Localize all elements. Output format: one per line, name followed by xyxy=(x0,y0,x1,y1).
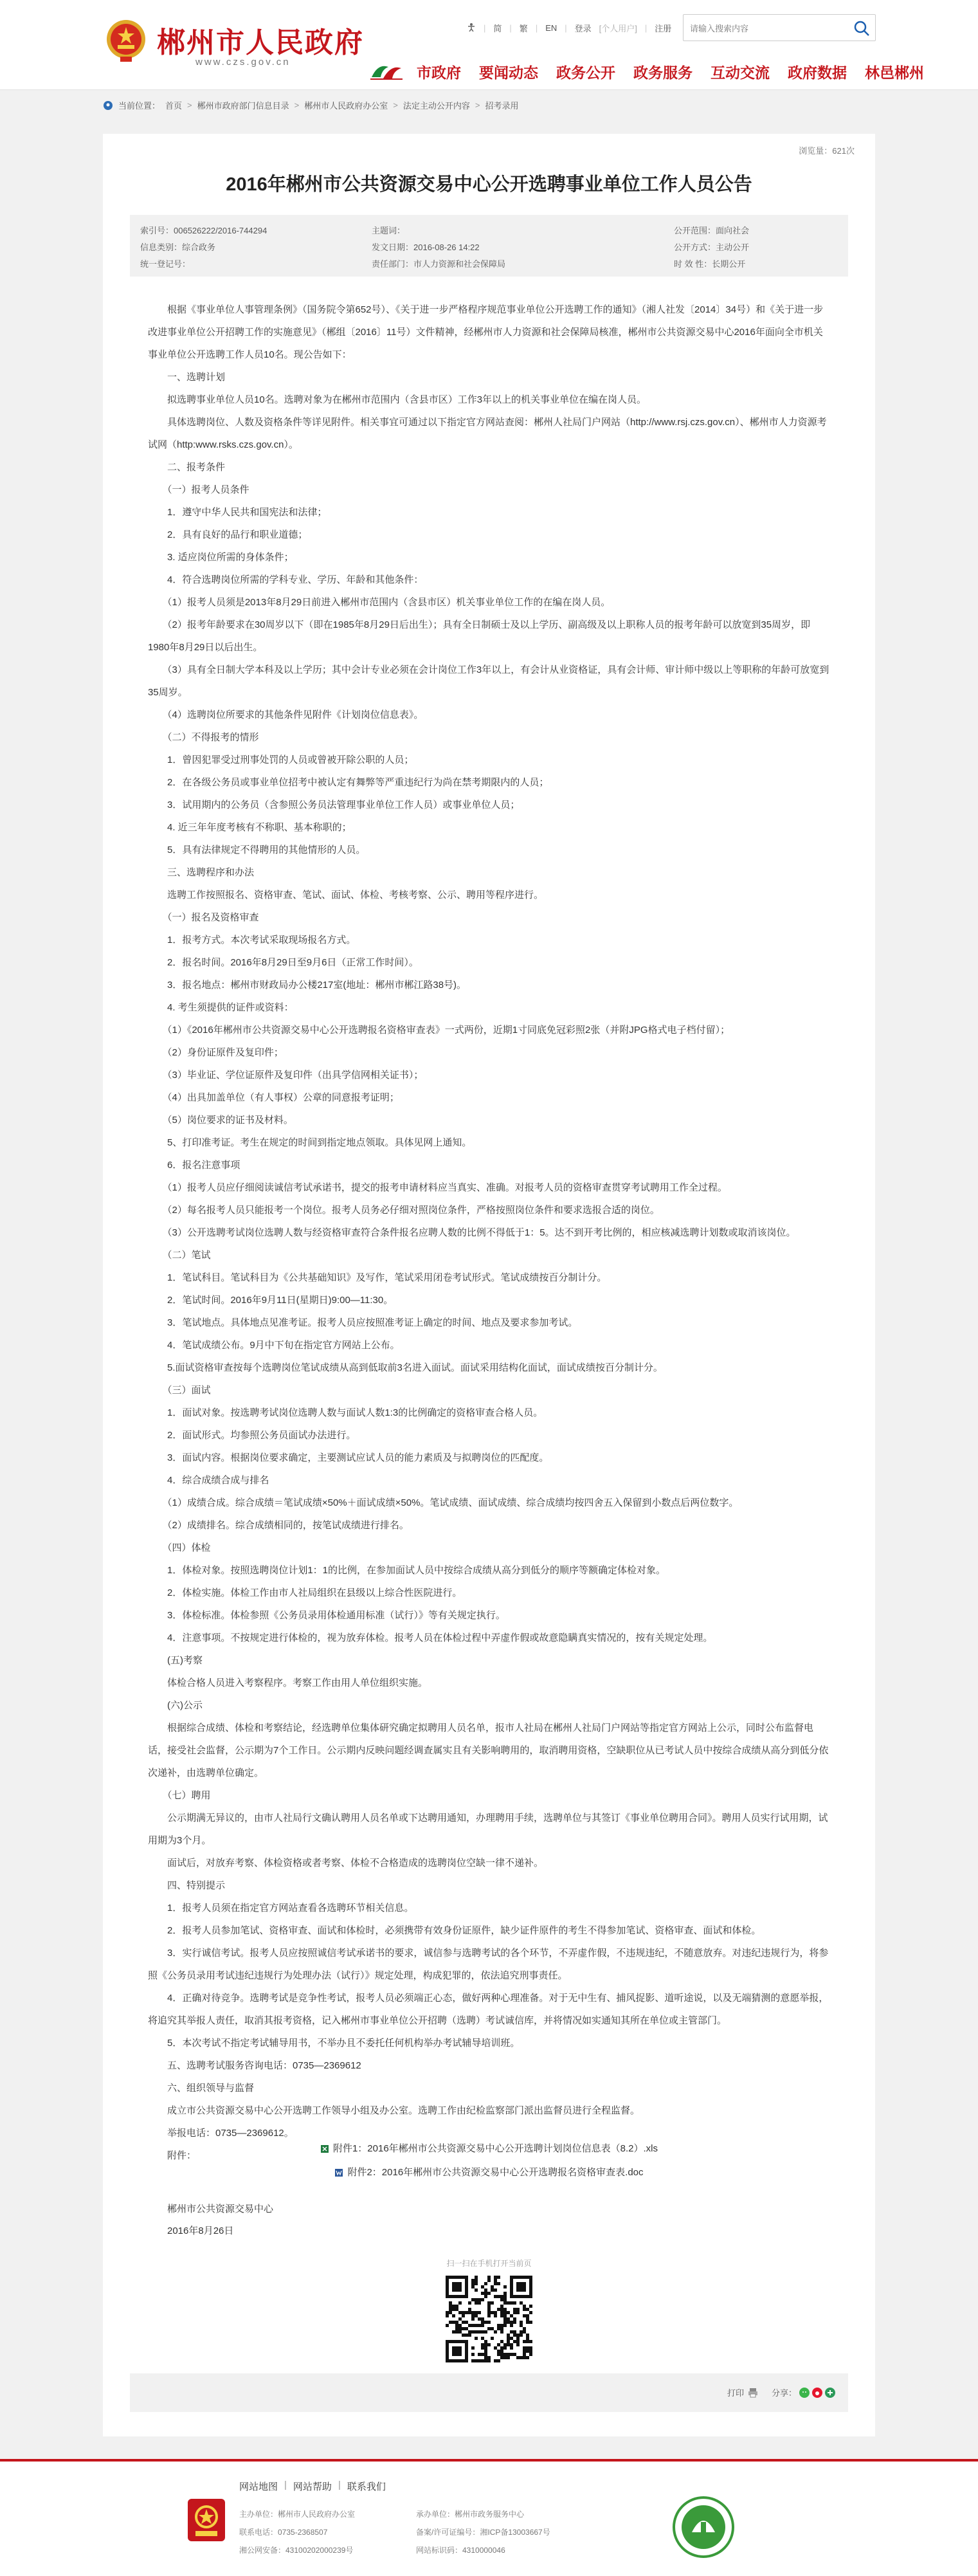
article-paragraph: 拟选聘事业单位人员10名。选聘对象为在郴州市范围内（含县市区）工作3年以上的机关事业单位在编在岗人员。 xyxy=(148,394,647,405)
article-paragraph: 4. 近三年年度考核有不称职、基本称职的； xyxy=(148,822,352,833)
article-paragraph: 根据综合成绩、体检和考察结论，经选聘单位集体研究确定拟聘用人员名单，报市人社局在郴州人社局门户网站等指定官方网站上公示，同时公布监督电话，接受社会监督，公示期为7个工作日。公示期内反映问题经调查属实且有关影响聘用的，取消聘用资格，空缺职位从已考试人员中按综合成绩从高分到低分依次递补，由选聘单位确定。 xyxy=(148,1722,829,1778)
article-paragraph: （1）《2016年郴州市公共资源交易中心公开选聘报名资格审查表》一式两份，近期1寸同底免冠彩照2张（并附JPG格式电子档付留）； xyxy=(148,1025,730,1036)
login-link[interactable]: 登录 xyxy=(574,24,592,33)
article-paragraph: 2．笔试时间。2016年9月11日(星期日)9:00—11:30。 xyxy=(148,1295,394,1306)
article-paragraph: 选聘工作按照报名、资格审查、笔试、面试、体检、考核考察、公示、聘用等程序进行。 xyxy=(148,890,544,900)
article-paragraph: （2）成绩排名。综合成绩相同的，按笔试成绩进行排名。 xyxy=(148,1520,409,1531)
national-emblem-icon[interactable] xyxy=(105,18,147,63)
party-emblem-icon[interactable] xyxy=(186,2498,226,2543)
meta-category: 信息类别：综合政务 xyxy=(140,242,216,252)
word-file-icon xyxy=(334,2168,343,2177)
main-nav xyxy=(417,61,924,82)
article-paragraph: 3．体检标准。体检参照《公务员录用体检通用标准（试行）》等有关规定执行。 xyxy=(148,1610,505,1621)
article-title: 2016年郴州市公共资源交易中心公开选聘事业单位工作人员公告 xyxy=(226,174,752,195)
article-paragraph: 六、组织领导与监督 xyxy=(148,2083,255,2094)
article-paragraph: （4）出具加盖单位（有人事权）公章的同意报考证明； xyxy=(148,1092,399,1103)
traditional-chinese-link[interactable]: 繁 xyxy=(519,24,528,33)
article-paragraph: (五)考察 xyxy=(148,1655,203,1666)
breadcrumb-item-directory[interactable]: 郴州市政府部门信息目录 xyxy=(197,101,289,111)
footer-icp[interactable]: 备案/许可证编号：湘ICP备13003667号 xyxy=(416,2528,550,2537)
article-paragraph: 4．笔试成绩公布。9月中下旬在指定官方网站上公布。 xyxy=(148,1340,400,1351)
article-paragraph: 3．实行诚信考试。报考人员应按照诚信考试承诺书的要求，诚信参与选聘考试的各个环节，不弄虚作假，不违规违纪，不随意放弃。对违纪违规行为，将参照《公务员录用考试违纪违规行为处理办法（试行）》规定处理，构成犯罪的，依法追究刑事责任。 xyxy=(148,1948,829,1981)
attachment-link[interactable] xyxy=(334,2162,643,2184)
article-paragraph: （四）体检 xyxy=(148,1542,211,1553)
article-paragraph: （三）面试 xyxy=(148,1385,211,1396)
breadcrumb-separator: > xyxy=(475,100,480,110)
site-footer xyxy=(0,2459,978,2576)
more-share-icon[interactable] xyxy=(825,2388,835,2398)
nav-item-linyi[interactable]: 林邑郴州 xyxy=(865,64,924,81)
article-paragraph: 3. 适应岗位所需的身体条件； xyxy=(148,552,294,563)
article-paragraph: （2）报考年龄要求在30周岁以下（即在1985年8月29日后出生）；具有全日制硕士及以上学历、副高级及以上职称人员的报考年龄可以放宽到35周岁，即1980年8月29日以后出生。 xyxy=(148,619,811,653)
meta-publish-date: 发文日期：2016-08-26 14:22 xyxy=(372,242,480,252)
article-paragraph: 成立市公共资源交易中心公开选聘工作领导小组及办公室。选聘工作由纪检监察部门派出监督员进行全程监督。 xyxy=(148,2105,640,2116)
article-paragraph: 1．报考人员须在指定官方网站查看各选聘环节相关信息。 xyxy=(148,1903,414,1914)
accessibility-icon[interactable] xyxy=(467,23,476,33)
article-paragraph: 面试后，对放弃考察、体检资格或者考察、体检不合格造成的选聘岗位空缺一律不递补。 xyxy=(148,1858,544,1868)
footer-link-help[interactable]: 网站帮助 xyxy=(293,2481,332,2492)
article-paragraph: （2）每名报考人员只能报考一个岗位。报考人员务必仔细对照岗位条件，严格按照岗位条件和要求选报合适的岗位。 xyxy=(148,1205,660,1216)
article-paragraph: （1）成绩合成。综合成绩＝笔试成绩×50%＋面试成绩×50%。笔试成绩、面试成绩、综合成绩均按四舍五入保留到小数点后两位数字。 xyxy=(148,1497,739,1508)
article-paragraph: 五、选聘考试服务咨询电话：0735—2369612 xyxy=(148,2060,361,2071)
article-paragraph: 体检合格人员进入考察程序。考察工作由用人单位组织实施。 xyxy=(148,1677,428,1688)
qr-code-icon xyxy=(446,2276,532,2362)
article-paragraph: 1．体检对象。按照选聘岗位计划1：1的比例，在参加面试人员中按综合成绩从高分到低分的顺序等额确定体检对象。 xyxy=(148,1565,666,1576)
article-paragraph: 附件： xyxy=(148,2150,197,2161)
breadcrumb-item-office[interactable]: 郴州市人民政府办公室 xyxy=(304,101,388,111)
qr-caption: 扫一扫在手机打开当前页 xyxy=(446,2259,532,2268)
article-paragraph: 5．具有法律规定不得聘用的其他情形的人员。 xyxy=(148,845,366,855)
article-paragraph: 1．遵守中华人民共和国宪法和法律； xyxy=(148,507,327,518)
footer-links xyxy=(239,2480,386,2493)
breadcrumb-item-home[interactable]: 首页 xyxy=(165,101,183,111)
divider: | xyxy=(509,23,512,33)
article-paragraph: （1）报考人员须是2013年8月29日前进入郴州市范围内（含县市区）机关事业单位工作的在编在岗人员。 xyxy=(148,597,611,608)
signature-org: 郴州市公共资源交易中心 xyxy=(148,2204,274,2215)
article-paragraph: 1．面试对象。按选聘考试岗位选聘人数与面试人数1:3的比例确定的资格审查合格人员。 xyxy=(148,1407,543,1418)
search-icon[interactable] xyxy=(852,19,871,38)
article-paragraph: （3）毕业证、学位证原件及复印件（出具学信网相关证书）； xyxy=(148,1070,424,1081)
attachment-label: 附件1：2016年郴州市公共资源交易中心公开选聘计划岗位信息表（8.2）.xls xyxy=(332,2143,658,2154)
share-bar xyxy=(130,2373,848,2412)
nav-decoration-icon xyxy=(369,60,404,81)
breadcrumb-label: 当前位置： xyxy=(118,101,161,111)
article-paragraph: 5.面试资格审查按每个选聘岗位笔试成绩从高到低取前3名进入面试。面试采用结构化面试，面试成绩按百分制计分。 xyxy=(148,1362,663,1373)
article-panel xyxy=(103,134,875,2436)
footer-sponsor: 主办单位：郴州市人民政府办公室 xyxy=(239,2510,356,2519)
breadcrumb xyxy=(103,99,518,111)
print-label: 打印 xyxy=(727,2388,744,2398)
article-paragraph: 2．体检实施。体检工作由市人社局组织在县级以上综合性医院进行。 xyxy=(148,1587,462,1598)
footer-police[interactable]: 湘公网安备：43100202000239号 xyxy=(239,2546,354,2555)
attachment-link[interactable] xyxy=(320,2138,658,2160)
article-paragraph: 4．注意事项。不按规定进行体检的，视为放弃体检。报考人员在体检过程中弄虚作假或故意隐瞒真实情况的，按有关规定处理。 xyxy=(148,1632,713,1643)
footer-site-id: 网站标识码：4310000046 xyxy=(416,2546,505,2555)
nav-item-data[interactable]: 政府数据 xyxy=(788,64,847,81)
register-link[interactable]: 注册 xyxy=(655,24,672,33)
article-paragraph: 2．报考人员参加笔试、资格审查、面试和体检时，必须携带有效身份证原件，缺少证件原件的考生不得参加笔试、资格审查、面试和体检。 xyxy=(148,1925,761,1936)
top-links xyxy=(467,22,671,34)
article-paragraph: 3．试用期内的公务员（含参照公务员法管理事业单位工作人员）或事业单位人员； xyxy=(148,799,520,810)
article-paragraph: 3．报名地点：郴州市财政局办公楼217室(地址：郴州市郴江路38号)。 xyxy=(148,980,467,991)
article-paragraph: 公示期满无异议的，由市人社局行文确认聘用人员名单或下达聘用通知，办理聘用手续，选聘单位与其签订《事业单位聘用合同》。聘用人员实行试用期，试用期为3个月。 xyxy=(148,1813,828,1846)
article-paragraph: （5）岗位要求的证书及材料。 xyxy=(148,1115,293,1126)
user-type-label[interactable]: [个人用户] xyxy=(599,24,637,33)
divider: | xyxy=(644,23,647,33)
article-meta xyxy=(130,215,848,277)
article-paragraph: 1．报考方式。本次考试采取现场报名方式。 xyxy=(148,935,356,945)
excel-file-icon xyxy=(320,2144,329,2153)
breadcrumb-item-recruitment[interactable]: 招考录用 xyxy=(485,101,519,111)
article-body xyxy=(148,298,831,2167)
article-paragraph: （3）公开选聘考试岗位选聘人数与经资格审查符合条件报名应聘人数的比例不得低于1：5。达不到开考比例的，相应核减选聘计划数或取消该岗位。 xyxy=(148,1227,796,1238)
printer-icon xyxy=(748,2388,758,2398)
divider: | xyxy=(565,23,567,33)
article-paragraph: 三、选聘程序和办法 xyxy=(148,867,255,878)
article-paragraph: 5、打印准考证。考生在规定的时间到指定地点领取。具体见网上通知。 xyxy=(148,1137,472,1148)
article-paragraph: 具体选聘岗位、人数及资格条件等详见附件。相关事宜可通过以下指定官方网站查阅：郴州人社局门户网站（http://www.rsj.czs.gov.cn）、郴州市人力资源考试网（http:www.rsks.czs.gov.cn）。 xyxy=(148,417,827,450)
divider: | xyxy=(484,23,486,33)
wechat-icon[interactable] xyxy=(799,2388,810,2398)
article-paragraph: （七）聘用 xyxy=(148,1790,211,1801)
signature-date: 2016年8月26日 xyxy=(148,2225,234,2236)
english-link[interactable]: EN xyxy=(545,23,557,33)
meta-uid: 统一登记号： xyxy=(140,259,191,269)
search-input[interactable] xyxy=(690,22,844,35)
weibo-icon[interactable] xyxy=(812,2388,822,2398)
divider: | xyxy=(535,23,538,33)
article-paragraph: 4．正确对待竞争。选聘考试是竞争性考试，报考人员必须端正心态，做好两种心理准备。对于无中生有、捕风捉影、道听途说，以及无端猜测的意愿举报，将追究其举报人责任，取消其报考资格，记入郴州市事业单位公开招聘（选聘）考试诚信库，并将情况如实通知其所在单位或主管部门。 xyxy=(148,1993,829,2026)
article-paragraph: （一）报名及资格审查 xyxy=(148,912,259,923)
view-count: 浏览量：621次 xyxy=(799,146,855,156)
article-paragraph: 2．面试形式。均参照公务员面试办法进行。 xyxy=(148,1430,356,1441)
footer-phone: 联系电话：0735-2368507 xyxy=(239,2528,328,2537)
article-paragraph: 5．本次考试不指定考试辅导用书，不举办且不委托任何机构举办考试辅导培训班。 xyxy=(148,2038,520,2049)
breadcrumb-separator: > xyxy=(187,100,192,110)
article-paragraph: （1）报考人员应仔细阅读诚信考试承诺书，提交的报考申请材料应当真实、准确。对报考人员的资格审查贯穿考试聘用工作全过程。 xyxy=(148,1182,727,1193)
article-paragraph: 根据《事业单位人事管理条例》（国务院令第652号）、《关于进一步严格程序规范事业单位公开选聘工作的通知》（湘人社发〔2014〕34号）和《关于进一步改进事业单位公开招聘工作的实施意见》（郴组〔2016〕11号）文件精神，经郴州市人力资源和社会保障局核准，郴州市公共资源交易中心2016年面向全市机关事业单位公开选聘工作人员10名。现公告如下： xyxy=(148,304,824,360)
nav-item-government[interactable]: 市政府 xyxy=(417,64,461,81)
article-paragraph: （3）具有全日制大学本科及以上学历；其中会计专业必须在会计岗位工作3年以上，有会计从业资格证，具有会计师、审计师中级以上等职称的年龄可放宽到35周岁。 xyxy=(148,664,829,698)
article-paragraph: 4．综合成绩合成与排名 xyxy=(148,1475,269,1486)
article-paragraph: 4. 考生须提供的证件或资料： xyxy=(148,1002,294,1013)
footer-link-sitemap[interactable]: 网站地图 xyxy=(239,2481,278,2492)
article-paragraph: 4．符合选聘岗位所需的学科专业、学历、年龄和其他条件： xyxy=(148,574,424,585)
footer-link-contact[interactable]: 联系我们 xyxy=(347,2481,386,2492)
nav-item-news[interactable]: 要闻动态 xyxy=(479,64,538,81)
print-button[interactable] xyxy=(727,2386,758,2398)
nav-item-interaction[interactable]: 互动交流 xyxy=(711,64,770,81)
article-paragraph: 四、特别提示 xyxy=(148,1880,226,1891)
share-group xyxy=(772,2386,835,2398)
article-paragraph: （4）选聘岗位所要求的其他条件见附件《计划岗位信息表》。 xyxy=(148,709,424,720)
breadcrumb-separator: > xyxy=(294,100,300,110)
article-paragraph: 3．笔试地点。具体地点见准考证。报考人员应按照准考证上确定的时间、地点及要求参加考试。 xyxy=(148,1317,578,1328)
article-paragraph: (六)公示 xyxy=(148,1700,203,1711)
site-url: www.czs.gov.cn xyxy=(195,57,291,68)
article-paragraph: 举报电话：0735—2369612。 xyxy=(148,2128,294,2139)
article-paragraph: 2．具有良好的品行和职业道德； xyxy=(148,529,308,540)
site-title[interactable]: 郴州市人民政府 xyxy=(157,26,364,59)
article-paragraph: 3．面试内容。根据岗位要求确定，主要测试应试人员的能力素质及与拟聘岗位的匹配度。 xyxy=(148,1452,549,1463)
search-box xyxy=(683,14,876,41)
article-paragraph: 6．报名注意事项 xyxy=(148,1160,240,1171)
attachment-list xyxy=(103,2138,875,2186)
meta-publish-form: 公开方式：主动公开 xyxy=(674,242,750,252)
article-paragraph: （2）身份证原件及复印件； xyxy=(148,1047,284,1058)
article-paragraph: （二）笔试 xyxy=(148,1250,211,1261)
article-paragraph: 一、选聘计划 xyxy=(148,372,226,383)
article-paragraph: 2．在各级公务员或事业单位招考中被认定有舞弊等严重违纪行为尚在禁考期限内的人员； xyxy=(148,777,549,788)
article-paragraph: 2．报名时间。2016年8月29日至9月6日（正常工作时间）。 xyxy=(148,957,419,968)
government-site-badge-icon[interactable] xyxy=(673,2496,734,2558)
divider: | xyxy=(284,2480,287,2490)
share-label: 分享： xyxy=(771,2388,797,2398)
footer-organizer: 承办单位：郴州市政务服务中心 xyxy=(416,2510,525,2519)
meta-index-no: 索引号：006526222/2016-744294 xyxy=(140,226,267,235)
nav-item-services[interactable]: 政务服务 xyxy=(633,64,693,81)
meta-validity: 时 效 性：长期公开 xyxy=(674,259,746,269)
footer-info xyxy=(239,2505,550,2559)
breadcrumb-separator: > xyxy=(393,100,398,110)
article-paragraph: 二、报考条件 xyxy=(148,462,226,473)
divider: | xyxy=(338,2480,341,2490)
signature xyxy=(148,2198,273,2242)
article-paragraph: 1．笔试科目。笔试科目为《公共基础知识》及写作，笔试采用闭卷考试形式。笔试成绩按百分制计分。 xyxy=(148,1272,607,1283)
attachment-label: 附件2：2016年郴州市公共资源交易中心公开选聘报名资格审查表.doc xyxy=(347,2167,644,2178)
meta-responsible: 责任部门：市人力资源和社会保障局 xyxy=(372,259,506,269)
meta-disclosure-mode: 公开范围：面向社会 xyxy=(674,226,750,235)
location-pin-icon xyxy=(103,100,113,111)
meta-subject: 主题词： xyxy=(372,226,406,235)
site-header xyxy=(0,0,978,90)
article-paragraph: 1．曾因犯罪受过刑事处罚的人员或曾被开除公职的人员； xyxy=(148,754,414,765)
breadcrumb-item-content[interactable]: 法定主动公开内容 xyxy=(403,101,470,111)
simplified-chinese-link[interactable]: 简 xyxy=(493,24,502,33)
nav-item-disclosure[interactable]: 政务公开 xyxy=(556,64,615,81)
article-paragraph: （一）报考人员条件 xyxy=(148,484,249,495)
article-paragraph: （二）不得报考的情形 xyxy=(148,732,259,743)
